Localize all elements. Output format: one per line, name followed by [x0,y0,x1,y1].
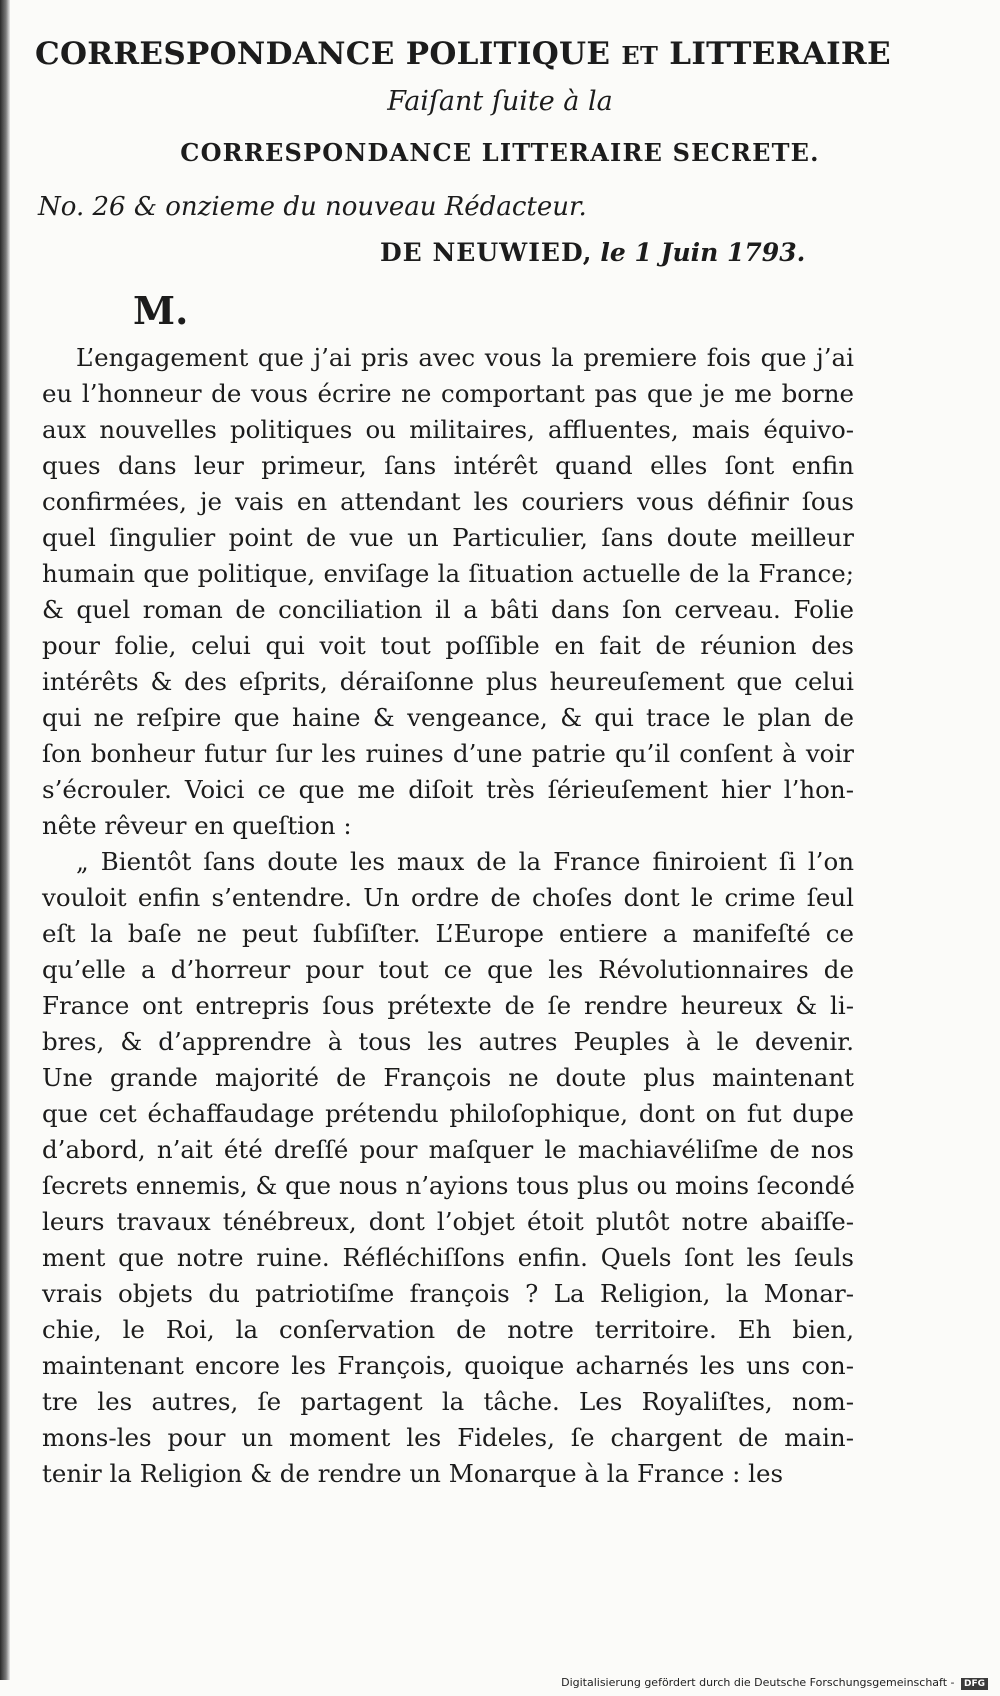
issue-number: No. 26 & onzieme du nouveau Rédacteur. [38,192,587,222]
body-text-line: bres, & d’apprendre à tous les autres Peuples à le devenir. [42,1027,854,1056]
body-text-line: ment que notre ruine. Réfléchiſſons enfin. Quels ſont les ſeuls [42,1243,854,1272]
body-text-line: leurs travaux ténébreux, dont l’objet étoit plutôt notre abaiſſe- [42,1207,854,1236]
dfg-logo: DFG [961,1678,988,1690]
body-text-line: L’engagement que j’ai pris avec vous la premiere fois que j’ai [76,343,854,372]
body-text-line: chie, le Roi, la conſervation de notre territoire. Eh bien, [42,1315,854,1344]
body-text-line: eſt la baſe ne peut ſubſiſter. L’Europe entiere a manifeſté ce [42,919,854,948]
masthead-subtitle: Faiſant ſuite à la [387,86,613,117]
body-text-line: vrais objets du patriotiſme françois ? La Religion, la Monar- [42,1279,854,1308]
body-text-line: France ont entrepris ſous prétexte de ſe rendre heureux & li- [42,991,854,1020]
body-text-line: aux nouvelles politiques ou militaires, affluentes, mais équivo- [42,415,854,444]
body-text-line: s’écrouler. Voici ce que me diſoit très ſérieuſement hier l’hon- [42,775,854,804]
body-text-line: Une grande majorité de François ne doute plus maintenant [42,1063,854,1092]
body-text-line: & quel roman de conciliation il a bâti dans ſon cerveau. Folie [42,595,854,624]
body-text-line: „ Bientôt ſans doute les maux de la France finiroient ſi l’on [76,847,854,876]
body-text-line: vouloit enfin s’entendre. Un ordre de choſes dont le crime ſeul [42,883,854,912]
body-text-line: humain que politique, enviſage la ſituation actuelle de la France; [42,559,854,588]
body-text-line: mons-les pour un moment les Fideles, ſe chargent de main- [42,1423,854,1452]
masthead-series: CORRESPONDANCE LITTERAIRE SECRETE. [180,138,820,167]
digitization-credit [561,1676,988,1690]
body-text-line: qui ne reſpire que haine & vengeance, & qui trace le plan de [42,703,854,732]
body-text-line: maintenant encore les François, quoique acharnés les uns con- [42,1351,854,1380]
body-text-line: pour folie, celui qui voit tout poſſible en fait de réunion des [42,631,854,660]
body-text-line: nête rêveur en queſtion : [42,811,352,840]
credit-text: Digitalisierung gefördert durch die Deutsche Forschungsgemeinschaft - [561,1676,955,1689]
body-text-line: qu’elle a d’horreur pour tout ce que les Révolutionnaires de [42,955,854,984]
body-text-line: quel ſingulier point de vue un Particulier, ſans doute meilleur [42,523,854,552]
masthead-title [35,36,925,72]
body-text-line: d’abord, n’ait été dreſſé pour maſquer le machiavéliſme de nos [42,1135,854,1164]
masthead-title-et: ET [621,41,659,70]
body-text-line: eu l’honneur de vous écrire ne comportant pas que je me borne [42,379,854,408]
salutation: M. [133,288,189,333]
dateline-place: DE NEUWIED, [380,238,593,267]
body-text-line: intérêts & des eſprits, déraiſonne plus heureuſement que celui [42,667,854,696]
body-text-line: tenir la Religion & de rendre un Monarque à la France : les [42,1459,784,1488]
body-text-line: ques dans leur primeur, ſans intérêt quand elles ſont enfin [42,451,854,480]
body-text-line: confirmées, je vais en attendant les couriers vous définir ſous [42,487,854,516]
letter-body [42,340,854,1492]
page-binding-edge [0,0,10,1680]
dateline-date: le 1 Juin 1793. [600,238,806,267]
masthead-title-part-a: CORRESPONDANCE POLITIQUE [35,36,611,72]
dateline [380,238,805,267]
body-text-line: ſecrets ennemis, & que nous n’ayions tous plus ou moins ſecondé [42,1171,855,1200]
body-text-line: que cet échaffaudage prétendu philoſophique, dont on fut dupe [42,1099,854,1128]
masthead-title-part-b: LITTERAIRE [669,36,891,72]
body-text-line: tre les autres, ſe partagent la tâche. Les Royaliſtes, nom- [42,1387,854,1416]
body-text-line: ſon bonheur futur ſur les ruines d’une patrie qu’il conſent à voir [42,739,854,768]
